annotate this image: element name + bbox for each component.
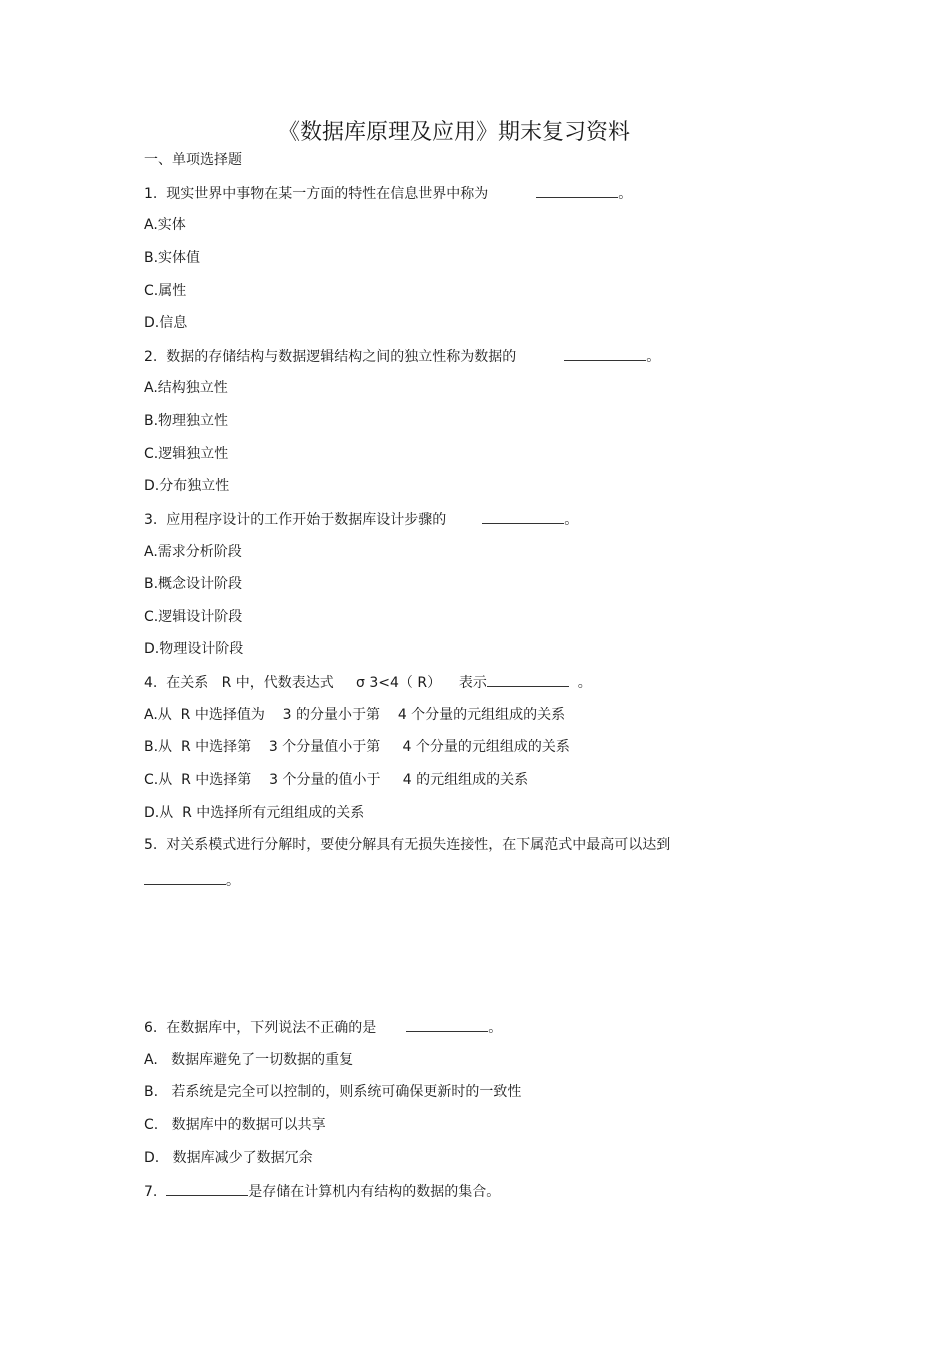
answer-blank [166, 1181, 248, 1196]
option-a: A.结构独立性 [144, 380, 228, 396]
question-7 [144, 1181, 500, 1202]
question-end: 。 [226, 873, 240, 889]
option-b: B. 若系统是完全可以控制的，则系统可确保更新时的一致性 [144, 1084, 522, 1100]
answer-blank [564, 346, 646, 361]
option-b: B.从 R 中选择第 3 个分量值小于第 4 个分量的元组组成的关系 [144, 739, 570, 755]
answer-blank [536, 183, 618, 198]
question-end: 。 [488, 1020, 503, 1036]
answer-blank [144, 870, 226, 885]
question-stem: 1. 现实世界中事物在某一方面的特性在信息世界中称为 [144, 186, 489, 202]
option-b: B.实体值 [144, 250, 201, 266]
option-c: C.逻辑独立性 [144, 446, 229, 462]
question-end: 是存储在计算机内有结构的数据的集合。 [248, 1184, 501, 1200]
question-6 [144, 1017, 502, 1038]
question-end: 。 [646, 349, 661, 365]
option-a: A. 数据库避免了一切数据的重复 [144, 1052, 354, 1068]
option-b: B.物理独立性 [144, 413, 229, 429]
question-stem: 3. 应用程序设计的工作开始于数据库设计步骤的 [144, 512, 447, 528]
question-1 [144, 183, 632, 204]
question-3 [144, 509, 578, 530]
option-d: D.分布独立性 [144, 478, 230, 494]
option-c: C. 数据库中的数据可以共享 [144, 1117, 326, 1133]
document-title: 《数据库原理及应用》期末复习资料 [277, 120, 630, 145]
question-5: 5. 对关系模式进行分解时，要使分解具有无损失连接性，在下属范式中最高可以达到 [144, 837, 671, 853]
option-a: A.实体 [144, 217, 186, 233]
question-end: 。 [568, 675, 592, 691]
question-end: 。 [564, 512, 579, 528]
option-a: A.从 R 中选择值为 3 的分量小于第 4 个分量的元组组成的关系 [144, 707, 566, 723]
question-stem: 2. 数据的存储结构与数据逻辑结构之间的独立性称为数据的 [144, 349, 517, 365]
option-c: C.从 R 中选择第 3 个分量的值小于 4 的元组组成的关系 [144, 772, 529, 788]
option-d: D. 数据库减少了数据冗余 [144, 1150, 313, 1166]
option-a: A.需求分析阶段 [144, 544, 242, 560]
question-5-answer-line [144, 870, 240, 891]
option-c: C.逻辑设计阶段 [144, 609, 243, 625]
question-number: 7. [144, 1184, 167, 1200]
question-4 [144, 672, 592, 693]
option-b: B.概念设计阶段 [144, 576, 243, 592]
question-end: 。 [618, 186, 633, 202]
answer-blank [482, 509, 564, 524]
answer-blank [487, 672, 569, 687]
section-heading: 一、单项选择题 [144, 152, 242, 168]
option-c: C.属性 [144, 283, 187, 299]
question-stem: 6. 在数据库中，下列说法不正确的是 [144, 1020, 377, 1036]
option-d: D.信息 [144, 315, 188, 331]
option-d: D.物理设计阶段 [144, 641, 244, 657]
question-stem: 4. 在关系 R 中，代数表达式 σ 3<4（ R） 表示 [144, 675, 487, 691]
answer-blank [406, 1017, 488, 1032]
question-2 [144, 346, 660, 367]
option-d: D.从 R 中选择所有元组组成的关系 [144, 805, 365, 821]
